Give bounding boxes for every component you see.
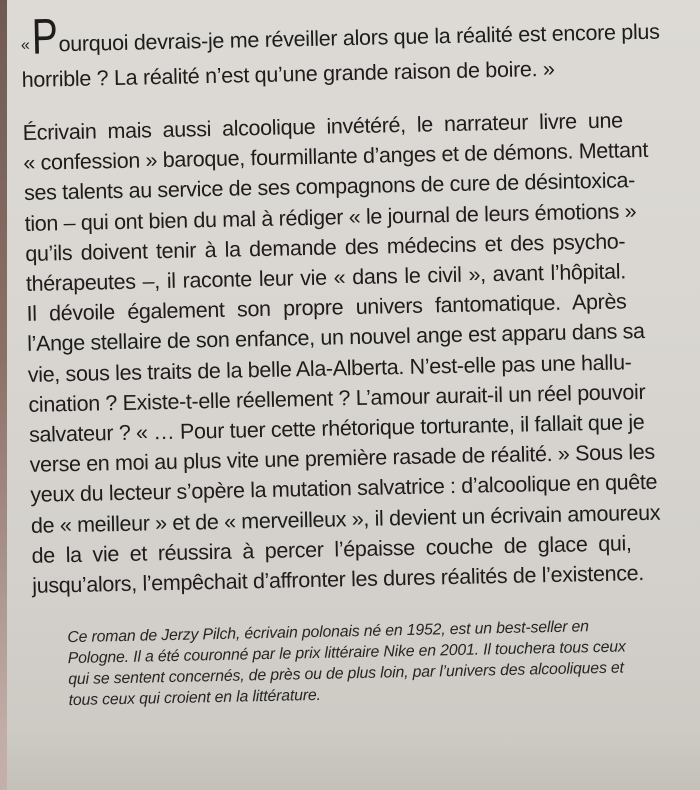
synopsis-line: tion – qui ont bien du mal à rédiger « le journal de leurs émotions » xyxy=(24,198,637,236)
synopsis-line: ses talents au service de ses compagnons de cure de désintoxica- xyxy=(23,168,636,206)
synopsis-paragraph xyxy=(22,105,661,601)
synopsis-line: qu’ils doivent tenir à la demande des médecins et des psycho- xyxy=(25,229,626,266)
page-shadow xyxy=(0,730,700,790)
synopsis-line: de la vie et réussira à percer l’épaisse couche de glace qui, xyxy=(31,531,632,568)
epigraph-line-1-text: ourquoi devrais-je me réveiller alors que la réalité est encore plus xyxy=(58,19,660,57)
author-note-line: Pologne. Il a été couronné par le prix littéraire Nike en 2001. Il touchera tous ceux xyxy=(67,638,626,668)
epigraph-line-2: horrible ? La réalité n’est qu’une grande raison de boire. » xyxy=(21,56,555,92)
synopsis-line: de « meilleur » et de « merveilleux », il devient un écrivain amoureux xyxy=(30,500,661,538)
synopsis-line: thérapeutes –, il raconte leur vie « dans le civil », avant l’hôpital. xyxy=(25,259,627,296)
synopsis-line: vie, sous les traits de la belle Ala-Alberta. N’est-elle pas une hallu- xyxy=(27,349,632,387)
synopsis-line: « confession » baroque, fourmillante d’anges et de démons. Mettant xyxy=(23,138,649,176)
author-note xyxy=(67,615,649,711)
synopsis-line: Écrivain mais aussi alcoolique invétéré, le narrateur livre une xyxy=(22,108,623,145)
synopsis-line: l’Ange stellaire de son enfance, un nouvel ange est apparu dans sa xyxy=(26,319,645,357)
open-guillemet: « xyxy=(20,36,30,54)
synopsis-line: jusqu’alors, l’empêchait d’affronter les dures réalités de l’existence. xyxy=(32,561,645,598)
synopsis-line: yeux du lecteur s’opère la mutation salvatrice : d’alcoolique en quête xyxy=(30,470,658,508)
author-note-line: tous ceux qui croient en la littérature. xyxy=(68,686,321,710)
synopsis-line: cination ? Existe-t-elle réellement ? L’amour aurait-il un réel pouvoir xyxy=(28,379,646,417)
epigraph-quote xyxy=(20,9,661,97)
author-note-line: qui se sentent concernés, de près ou de plus loin, par l’univers des alcooliques et xyxy=(68,659,625,689)
synopsis-line: salvateur ? « … Pour tuer cette rhétorique torturante, il fallait que je xyxy=(28,410,645,447)
drop-cap-letter: P xyxy=(30,8,58,65)
book-spine-edge xyxy=(0,0,7,790)
synopsis-line: Il dévoile également son propre univers fantomatique. Après xyxy=(26,289,627,327)
synopsis-line: verse en moi au plus vite une première rasade de réalité. » Sous les xyxy=(29,440,655,478)
author-note-line: Ce roman de Jerzy Pilch, écrivain polonais né en 1952, est un best-seller en xyxy=(67,618,590,647)
